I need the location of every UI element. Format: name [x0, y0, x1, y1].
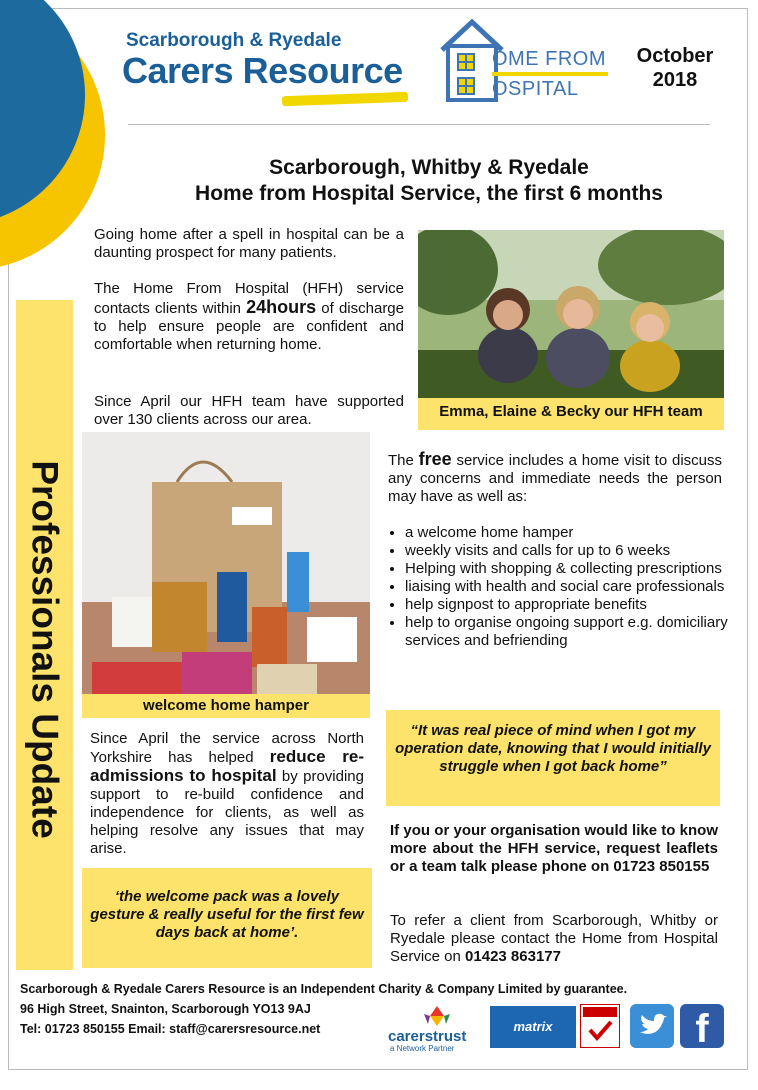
list-item: • help to organise ongoing support e.g. domiciliary services and befriending: [405, 614, 745, 650]
intro-paragraph-2: [94, 280, 404, 354]
client-quote-1-text: “It was real piece of mind when I got my operation date, knowing that I would initially struggle when I got back home”: [395, 722, 711, 775]
list-item: • a welcome home hamper: [405, 524, 745, 542]
logo-bar: [492, 72, 608, 76]
header-divider: [128, 124, 710, 125]
side-title: Professionals Update: [24, 460, 66, 839]
footer-charity-line: Scarborough & Ryedale Carers Resource is an Independent Charity & Company Limited by guarantee.: [20, 982, 628, 996]
page-title-line1: Scarborough, Whitby & Ryedale: [269, 156, 589, 179]
referral-paragraph: [390, 912, 718, 966]
service-intro-text: The: [388, 452, 419, 469]
carers-trust-logo-icon: [420, 1004, 454, 1028]
referral-phone: 01423 863177: [465, 948, 561, 965]
issue-year: 2018: [652, 69, 698, 91]
service-list: [386, 524, 745, 650]
impact-text-end: by providing support to re-build confidence and independence for clients, as well as helping resolve any issues that may arise.: [90, 768, 364, 857]
client-quote-1: [386, 710, 720, 806]
client-quote-2-text: ‘the welcome pack was a lovely gesture & really useful for the first few days back at home’.: [90, 888, 364, 941]
carers-trust-logo-text: carerstrust: [388, 1028, 467, 1045]
list-item: • help signpost to appropriate benefits: [405, 596, 745, 614]
team-photo-caption: Emma, Elaine & Becky our HFH team: [418, 398, 724, 430]
hamper-photo-caption: welcome home hamper: [82, 694, 370, 718]
team-photo: [418, 230, 724, 398]
list-item: • weekly visits and calls for up to 6 weeks: [405, 542, 745, 560]
impact-highlight: reduce re-admissions to hospital: [90, 747, 365, 785]
intro-paragraph-3: Since April our HFH team have supported over 130 clients across our area.: [94, 393, 404, 428]
page-title-line2: Home from Hospital Service, the first 6 months: [195, 182, 663, 205]
logo-text-line1: OME FROM: [492, 48, 606, 70]
referral-text: To refer a client from Scarborough, Whitby or Ryedale please contact the Home from Hospital Service on: [390, 912, 718, 965]
client-quote-2: [82, 868, 372, 968]
matrix-logo: matrix: [490, 1006, 576, 1048]
service-intro: [388, 450, 722, 506]
impact-paragraph: [90, 730, 364, 858]
footer-address: 96 High Street, Snainton, Scarborough YO13 9AJ: [20, 1002, 311, 1016]
service-intro-highlight: free: [418, 449, 452, 469]
footer-contact: Tel: 01723 850155 Email: staff@carersresource.net: [20, 1022, 321, 1036]
org-name-line1: Scarborough & Ryedale: [126, 30, 342, 51]
org-name-line2: Carers Resource: [122, 50, 403, 91]
list-item: • Helping with shopping & collecting prescriptions: [405, 560, 745, 578]
twitter-icon[interactable]: [630, 1004, 674, 1048]
hamper-photo: [82, 432, 370, 694]
logo-text-line2: OSPITAL: [492, 78, 579, 100]
impact-text: Since April the service across North Yorkshire has helped: [90, 730, 364, 766]
facebook-icon[interactable]: f: [680, 1004, 724, 1048]
intro-p2-highlight: 24hours: [246, 297, 317, 317]
intro-paragraph-1: Going home after a spell in hospital can be a daunting prospect for many patients.: [94, 226, 404, 261]
list-item: • liaising with health and social care professionals: [405, 578, 745, 596]
page-title: [100, 155, 758, 207]
intro-p2-text: The Home From Hospital (HFH) service contacts clients within: [94, 280, 404, 317]
carers-trust-subtitle: a Network Partner: [390, 1044, 455, 1053]
issue-date: [620, 44, 730, 92]
issue-month: October: [636, 45, 714, 67]
quality-mark-icon: [580, 1004, 620, 1048]
contact-paragraph: If you or your organisation would like to know more about the HFH service, request leaflets or a team talk please phone on 01723 850155: [390, 822, 718, 875]
service-intro-text-end: service includes a home visit to discuss any concerns and immediate needs the person may have as well as:: [388, 452, 722, 505]
intro-p2-text-end: of discharge to help ensure people are confident and comfortable when returning home.: [94, 300, 404, 353]
